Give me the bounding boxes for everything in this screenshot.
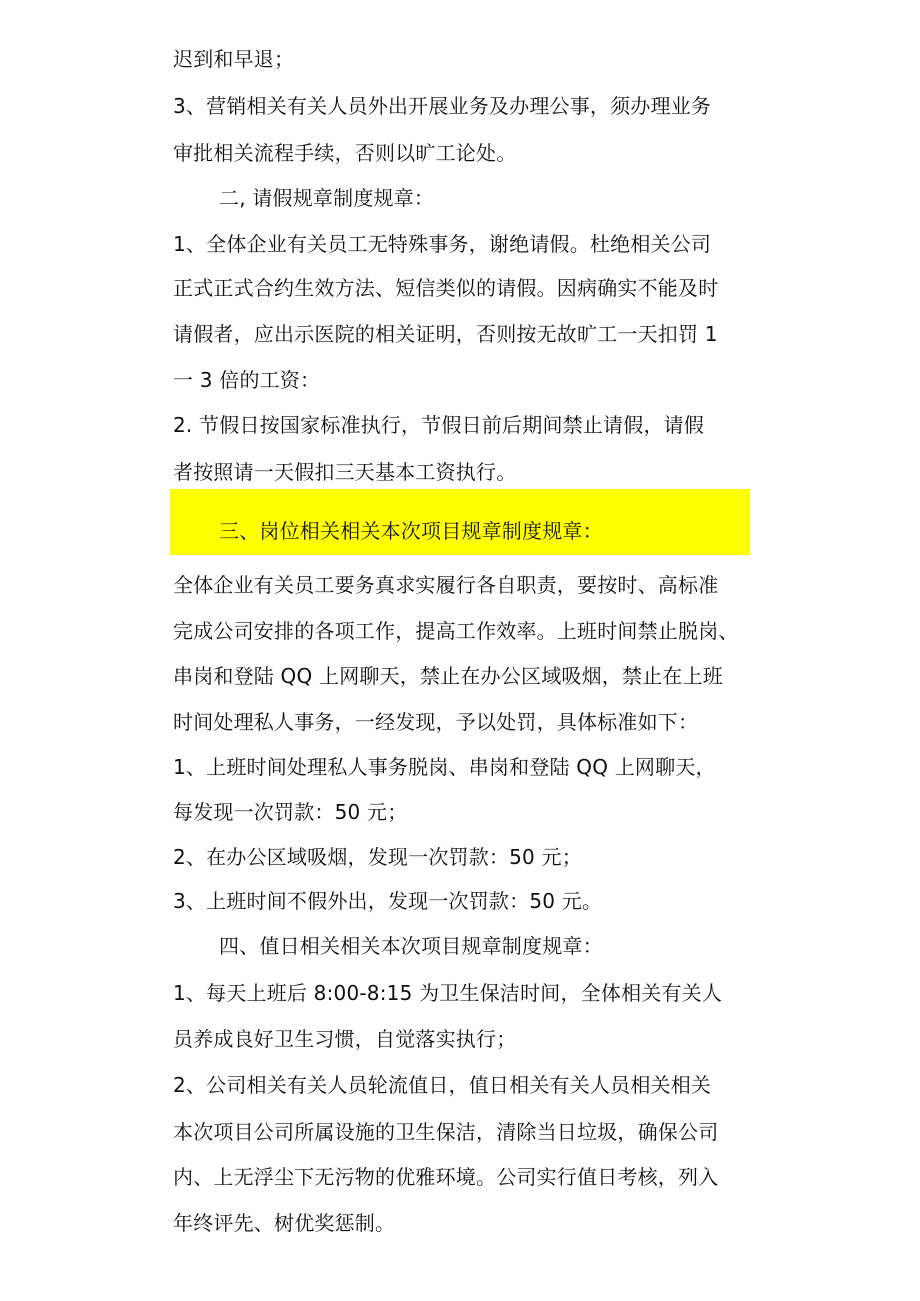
text-line-13: 完成公司安排的各项工作，提高工作效率。上班时间禁止脱岗、 [173, 619, 739, 643]
text-line-10: 者按照请一天假扣三天基本工资执行。 [173, 460, 517, 484]
section-two-heading: 二, 请假规章制度规章： [219, 186, 435, 210]
text-line-23: 2、公司相关有关人员轮流值日，值日相关有关人员相关相关 [173, 1073, 712, 1097]
text-line-17: 每发现一次罚款：50 元； [173, 800, 408, 824]
text-line-14: 串岗和登陆 QQ 上网聊天，禁止在办公区域吸烟，禁止在上班 [173, 664, 723, 688]
text-line-26: 年终评先、树优奖惩制。 [173, 1211, 396, 1235]
text-line-22: 员养成良好卫生习惯，自觉落实执行； [173, 1027, 517, 1051]
text-line-5: 1、全体企业有关员工无特殊事务，谢绝请假。杜绝相关公司 [173, 232, 712, 256]
text-line-18: 2、在办公区域吸烟，发现一次罚款：50 元； [173, 845, 582, 869]
text-line-9: 2. 节假日按国家标准执行，节假日前后期间禁止请假，请假 [173, 413, 705, 437]
text-line-15: 时间处理私人事务，一经发现，予以处罚，具体标准如下： [173, 710, 699, 734]
text-line-24: 本次项目公司所属设施的卫生保洁，清除当日垃圾，确保公司 [173, 1120, 719, 1144]
text-line-12: 全体企业有关员工要务真求实履行各自职责，要按时、高标准 [173, 573, 719, 597]
text-line-16: 1、上班时间处理私人事务脱岗、串岗和登陆 QQ 上网聊天， [173, 755, 716, 779]
text-line-3: 审批相关流程手续，否则以旷工论处。 [173, 141, 517, 165]
text-line-21: 1、每天上班后 8:00-8:15 为卫生保洁时间，全体相关有关人 [173, 981, 723, 1005]
text-line-8: 一 3 倍的工资： [173, 368, 321, 392]
text-line-6: 正式正式合约生效方法、短信类似的请假。因病确实不能及时 [173, 276, 719, 300]
text-line-2: 3、营销相关有关人员外出开展业务及办理公事，须办理业务 [173, 94, 712, 118]
text-line-25: 内、上无浮尘下无污物的优雅环境。公司实行值日考核，列入 [173, 1165, 719, 1189]
section-four-heading: 四、值日相关相关本次项目规章制度规章： [219, 934, 603, 958]
text-line-19: 3、上班时间不假外出，发现一次罚款：50 元。 [173, 889, 603, 913]
text-line-1: 迟到和早退； [173, 47, 295, 71]
section-three-heading: 三、岗位相关相关本次项目规章制度规章： [219, 519, 603, 543]
text-line-7: 请假者，应出示医院的相关证明，否则按无故旷工一天扣罚 1 [173, 322, 718, 346]
